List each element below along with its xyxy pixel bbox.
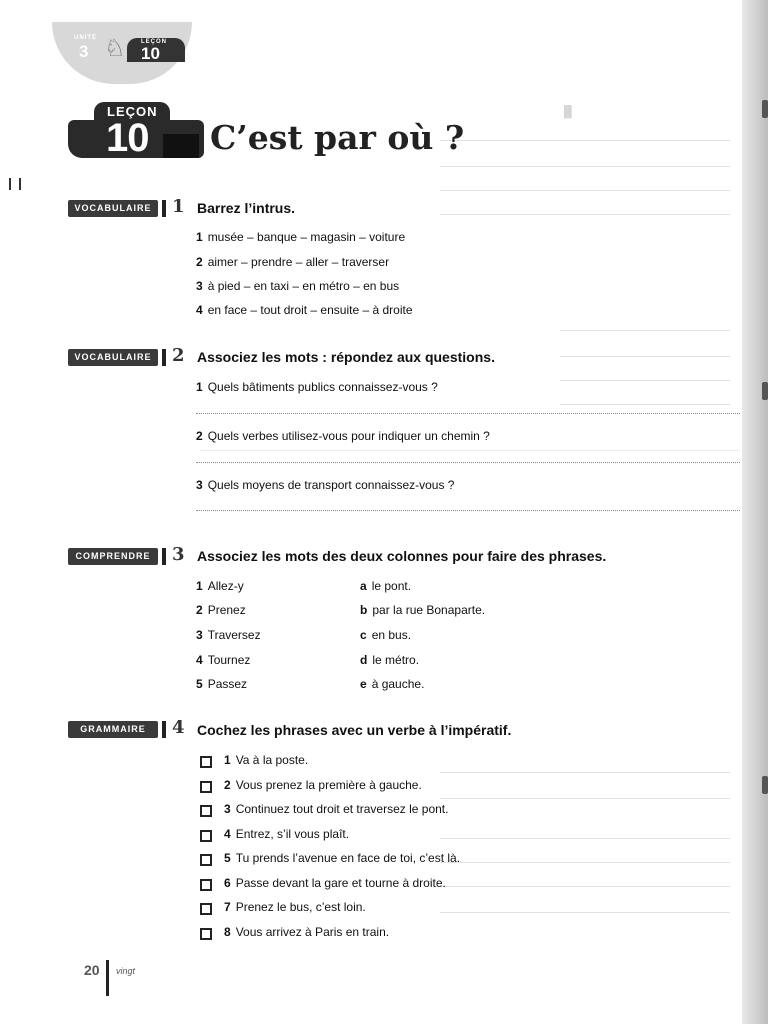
bleed-through (560, 380, 730, 381)
page-number: 20 (84, 962, 100, 978)
match-left-item: 3 Traversez (196, 628, 261, 642)
question-item: 1 Quels bâtiments publics connaissez-vous ? (196, 380, 438, 394)
tag-bar (162, 349, 166, 366)
match-right-item: d le métro. (360, 653, 420, 667)
check-item: 8 Vous arrivez à Paris en train. (224, 925, 390, 939)
question-item: 2 Quels verbes utilisez-vous pour indiquer un chemin ? (196, 429, 490, 443)
checkbox[interactable] (200, 805, 212, 817)
bleed-through (440, 838, 730, 839)
exercise-tag: COMPRENDRE (68, 548, 158, 565)
match-right-item: e à gauche. (360, 677, 425, 691)
check-item: 1 Va à la poste. (224, 753, 309, 767)
bleed-through (440, 912, 730, 913)
tag-bar (162, 721, 166, 738)
scan-mark (19, 178, 21, 190)
lesson-badge-label: LEÇON (107, 104, 158, 119)
exercise-title: Associez les mots : répondez aux questions. (197, 349, 495, 365)
page-number-word: vingt (116, 966, 136, 976)
check-item: 2 Vous prenez la première à gauche. (224, 778, 422, 792)
exercise-tag: VOCABULAIRE (68, 349, 158, 366)
unit-number: 3 (79, 42, 89, 61)
bleed-through (440, 772, 730, 773)
lesson-badge-number: 10 (106, 116, 149, 160)
page-gutter (742, 0, 768, 1024)
exercise-title: Barrez l’intrus. (197, 200, 296, 216)
question-item: 3 Quels moyens de transport connaissez-vous ? (196, 478, 455, 492)
match-right-item: c en bus. (360, 628, 412, 642)
lesson-tab-label: LEÇON (141, 39, 167, 45)
checkbox[interactable] (200, 903, 212, 915)
bleed-through (440, 166, 730, 167)
exercise-number: 3 (172, 544, 185, 565)
checkbox[interactable] (200, 928, 212, 940)
page-edge-mark (762, 382, 768, 400)
checkbox[interactable] (200, 781, 212, 793)
exercise-number: 2 (172, 345, 185, 366)
bleed-through (440, 886, 730, 887)
check-item: 3 Continuez tout droit et traversez le pont. (224, 802, 449, 816)
match-left-item: 4 Tournez (196, 653, 251, 667)
bleed-through (560, 404, 730, 405)
check-item: 7 Prenez le bus, c’est loin. (224, 900, 366, 914)
exercise-number: 4 (172, 717, 185, 738)
tag-bar (162, 200, 166, 217)
scan-mark (9, 178, 11, 190)
checkbox[interactable] (200, 756, 212, 768)
bleed-through (440, 140, 730, 141)
checkbox[interactable] (200, 854, 212, 866)
answer-line[interactable] (196, 413, 740, 414)
bleed-through (560, 356, 730, 357)
check-item: 4 Entrez, s’il vous plaît. (224, 827, 350, 841)
tag-bar (162, 548, 166, 565)
exercise-tag: GRAMMAIRE (68, 721, 158, 738)
bleed-through (200, 450, 740, 451)
lesson-tab-number: 10 (141, 44, 160, 63)
list-item: 1 musée – banque – magasin – voiture (196, 230, 406, 244)
page-edge-mark (762, 100, 768, 118)
match-left-item: 2 Prenez (196, 603, 246, 617)
exercise-title: Associez les mots des deux colonnes pour faire des phrases. (197, 548, 607, 564)
walking-figures-icon: ♘ (104, 35, 126, 62)
checkbox[interactable] (200, 830, 212, 842)
page-title: C’est par où ? (210, 118, 465, 157)
check-item: 6 Passe devant la gare et tourne à droite. (224, 876, 446, 890)
unit-label: UNITÉ (74, 35, 97, 41)
list-item: 4 en face – tout droit – ensuite – à droite (196, 303, 413, 317)
match-right-item: a le pont. (360, 579, 412, 593)
match-left-item: 1 Allez-y (196, 579, 244, 593)
page-number-divider (106, 960, 109, 996)
answer-line[interactable] (196, 510, 740, 511)
bleed-through (440, 862, 730, 863)
list-item: 2 aimer – prendre – aller – traverser (196, 255, 390, 269)
check-item: 5 Tu prends l’avenue en face de toi, c’est là. (224, 851, 461, 865)
bleed-through (440, 214, 730, 215)
match-right-item: b par la rue Bonaparte. (360, 603, 486, 617)
answer-line[interactable] (196, 462, 740, 463)
exercise-title: Cochez les phrases avec un verbe à l’impératif. (197, 722, 512, 738)
list-item: 3 à pied – en taxi – en métro – en bus (196, 279, 400, 293)
bleed-through (440, 190, 730, 191)
match-left-item: 5 Passez (196, 677, 248, 691)
page-edge-mark (762, 776, 768, 794)
checkbox[interactable] (200, 879, 212, 891)
title-square-icon (163, 134, 199, 158)
bleed-through (560, 330, 730, 331)
bleed-through (440, 798, 730, 799)
bleed-through: ▐▌ (560, 106, 576, 118)
exercise-tag: VOCABULAIRE (68, 200, 158, 217)
exercise-number: 1 (172, 196, 185, 217)
